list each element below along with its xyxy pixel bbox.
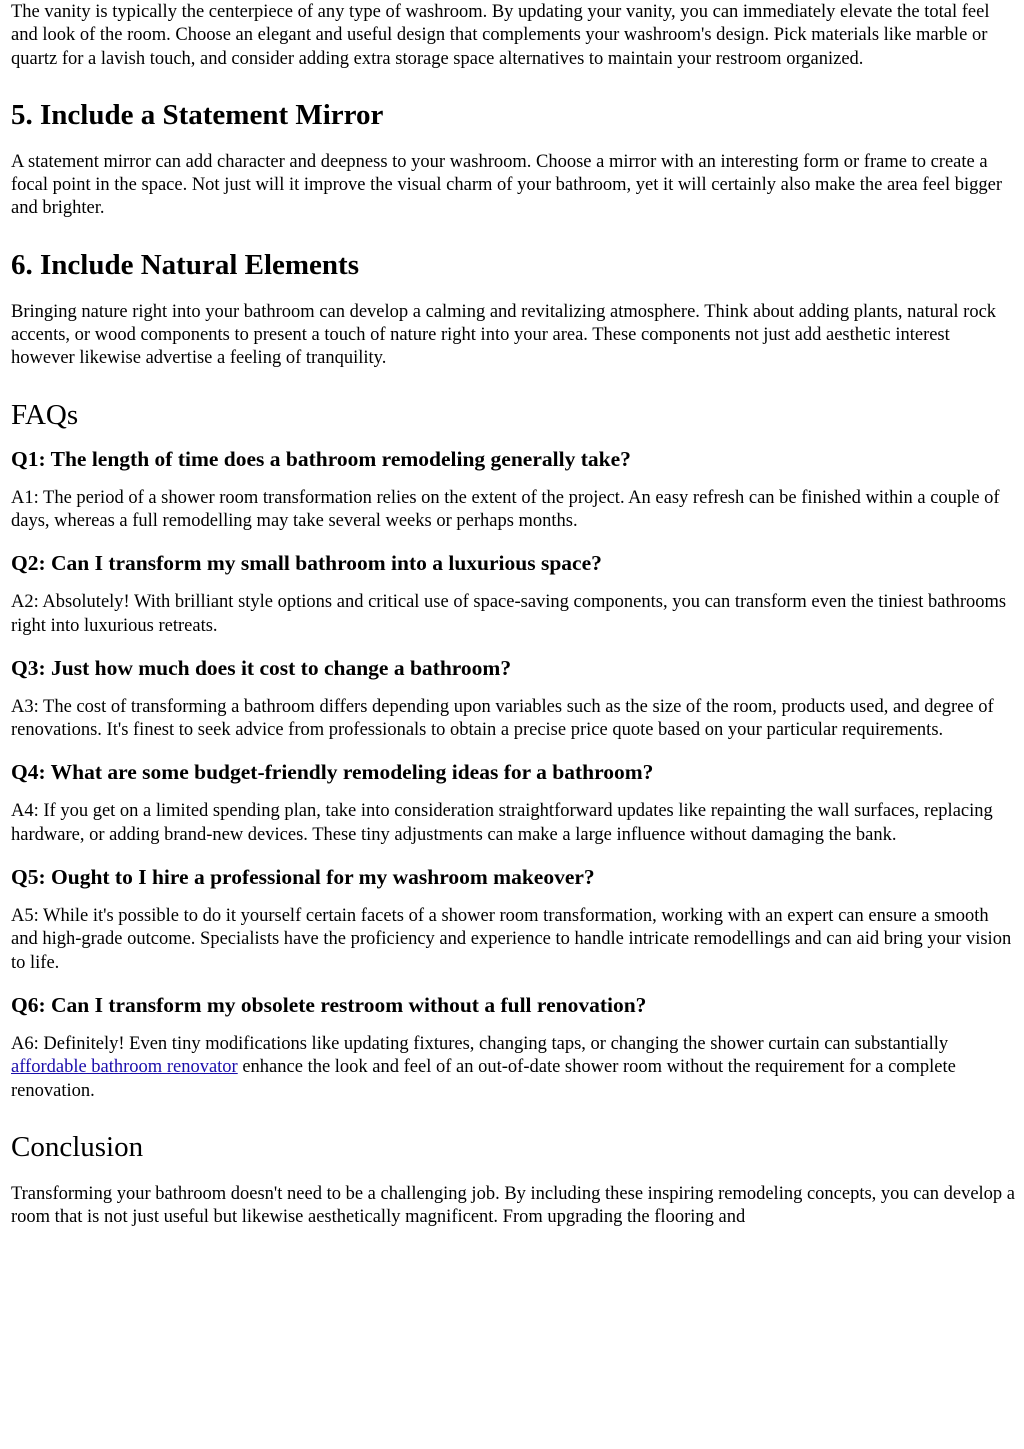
faq-answer-5: A5: While it's possible to do it yourself certain facets of a shower room transformation, working with an expert can ensure a smooth and high-grade outcome. Specialists have the proficiency and experience to handle intricate remodellings and can aid bring your vision to life. [11,906,1012,973]
faq-answer-2: A2: Absolutely! With brilliant style options and critical use of space-saving components, you can transform even the tiniest bathrooms right into luxurious retreats. [11,592,1007,636]
section-6-paragraph: Bringing nature right into your bathroom can develop a calming and revitalizing atmosphere. Think about adding plants, natural rock accents, or wood components to present a touch of nature right into your area. These components not just add aesthetic interest however likewise advertise a feeling of tranquility. [11,301,997,369]
faq-answer-4: A4: If you get on a limited spending plan, take into consideration straightforward updates like repainting the wall surfaces, replacing hardware, or adding brand-new devices. These tiny adjustments can make a large influence without damaging the bank. [11,801,993,845]
vanity-paragraph: The vanity is typically the centerpiece of any type of washroom. By updating your vanity, you can immediately elevate the total feel and look of the room. Choose an elegant and useful design that complements your washroom's design. Pick materials like marble or quartz for a lavish touch, and consider adding extra storage space alternatives to maintain your restroom organized. [11,2,990,69]
affordable-bathroom-renovator-link[interactable]: affordable bathroom renovator [11,1057,238,1078]
conclusion-paragraph: Transforming your bathroom doesn't need to be a challenging job. By including these inspiring remodeling concepts, you can develop a room that is not just useful but likewise aesthetically magnificent. From upgrading the flooring and [11,1183,1016,1228]
faq-answer-6-end: enhance the look and feel of an out-of-date shower room without the requirement for a complete renovation. [11,1057,956,1101]
conclusion-heading: Conclusion [11,1130,144,1163]
faq-question-6: Q6: Can I transform my obsolete restroom without a full renovation? [11,992,647,1017]
faq-question-4: Q4: What are some budget-friendly remodeling ideas for a bathroom? [11,760,654,785]
section-5-paragraph: A statement mirror can add character and deepness to your washroom. Choose a mirror with an interesting form or frame to create a focal point in the space. Not just will it improve the visual charm of your bathroom, yet it will certainly also make the area feel bigger and brighter. [11,151,1002,219]
faq-question-1: Q1: The length of time does a bathroom remodeling generally take? [11,446,631,471]
faq-answer-6 [11,1033,1016,1103]
faqs-heading: FAQs [11,398,79,431]
faq-answer-1: A1: The period of a shower room transformation relies on the extent of the project. An easy refresh can be finished within a couple of days, whereas a full remodelling may take several weeks or perhaps months. [11,487,1000,531]
faq-question-2: Q2: Can I transform my small bathroom into a luxurious space? [11,551,602,576]
faq-answer-6-start: A6: Definitely! Even tiny modifications like updating fixtures, changing taps, or changing the shower curtain can substantially [11,1033,949,1054]
section-5-heading: 5. Include a Statement Mirror [11,98,384,131]
article [0,1,1024,1229]
faq-question-3: Q3: Just how much does it cost to change a bathroom? [11,655,512,680]
section-6-heading: 6. Include Natural Elements [11,248,359,281]
faq-question-5: Q5: Ought to I hire a professional for my washroom makeover? [11,865,595,890]
faq-answer-3: A3: The cost of transforming a bathroom differs depending upon variables such as the size of the room, products used, and degree of renovations. It's finest to seek advice from professionals to obtain a precise price quote based on your particular requirements. [11,696,994,741]
